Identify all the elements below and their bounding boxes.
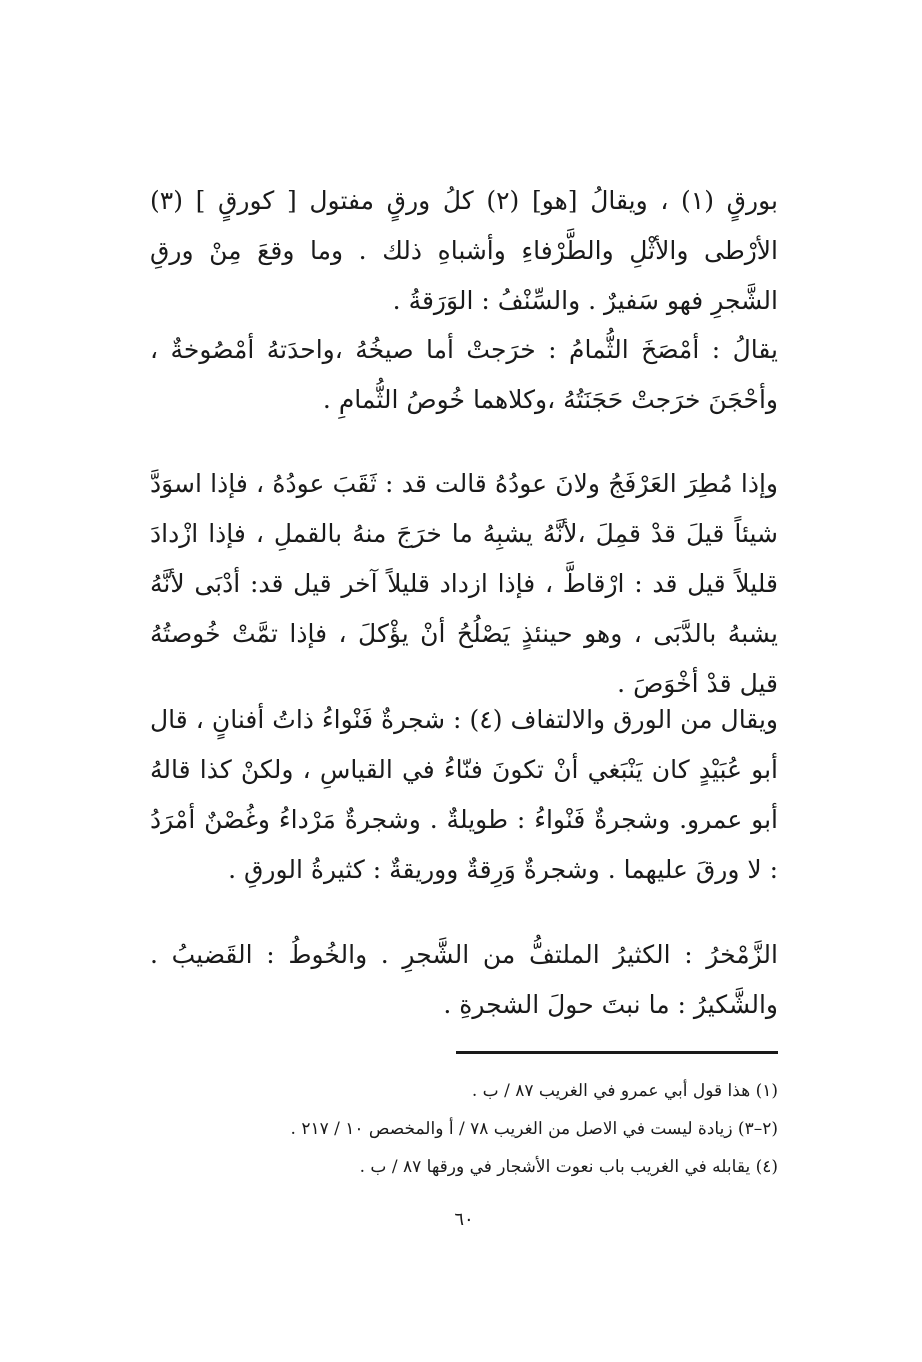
paragraph-3: وإذا مُطِرَ العَرْفَجُ ولانَ عودُهُ قالت قد : ثَقَبَ عودُهُ ، فإذا اسوَدَّ شيئاً قيلَ قدْ قمِلَ ،لأنَّهُ يشبِهُ ما خرَجَ منهُ بالقملِ ، فإذا ازْدادَ قليلاً قيل قد : ارْقاطَّ ، فإذا ازداد قليلاً آخر قيل قد: أدْبَى لأنَّهُ يشبهُ بالدَّبَى ، وهو حينئذٍ يَصْلُحُ أنْ يؤْكلَ ، فإذا تمَّتْ خُوصتُهُ قيل قدْ أخْوَصَ . bbox=[150, 469, 778, 698]
footnote-divider bbox=[456, 1051, 778, 1054]
footnote-1: (١) هذا قول أبي عمرو في الغريب ٨٧ / ب . bbox=[471, 1081, 778, 1101]
footnotes bbox=[150, 1072, 778, 1186]
paragraph-1: بورقٍ (١) ، ويقالُ [هو] (٢) كلُ ورقٍ مفتول [ كورقٍ ] (٣) الأرْطى والأثْلِ والطَّرْفاءِ وأشباهِ ذلك . وما وقعَ مِنْ ورقِ الشَّجرِ فهو سَفيرٌ . والسِّنْفُ : الوَرَقةُ . bbox=[150, 186, 778, 315]
paragraph-4: ويقال من الورق والالتفاف (٤) : شجرةٌ فَنْواءُ ذاتُ أفنانٍ ، قال أبو عُبَيْدٍ كان يَنْبَغي أنْ تكونَ فنّاءُ في القياسِ ، ولكنْ كذا قالهُ أبو عمرو. وشجرةٌ فَنْواءُ : طويلةٌ . وشجرةٌ مَرْداءُ وغُصْنٌ أمْرَدُ : لا ورقَ عليهما . وشجرةٌ وَرِقةٌ ووريقةٌ : كثيرةُ الورقِ . bbox=[150, 705, 778, 884]
footnote-2: (٢–٣) زيادة ليست في الاصل من الغريب ٧٨ / أ والمخصص ١٠ / ٢١٧ . bbox=[290, 1119, 778, 1139]
footnote-3: (٤) يقابله في الغريب باب نعوت الأشجار في ورقها ٨٧ / ب . bbox=[359, 1157, 778, 1177]
paragraph-2: يقالُ : أمْصَخَ الثُّمامُ : خرَجتْ أما صيخُهُ ،واحدَتهُ أمْصُوخةٌ ، وأحْجَنَ خرَجتْ حَجَنَتُهُ ،وكلاهما خُوصُ الثُّمامِ . bbox=[150, 335, 778, 414]
paragraph-5: الزَّمْخرُ : الكثيرُ الملتفُّ من الشَّجرِ . والخُوطُ : القَضيبُ . والشَّكيرُ : ما نبتَ حولَ الشجرةِ . bbox=[150, 940, 778, 1019]
book-page bbox=[150, 0, 778, 1362]
page-number: ٦٠ bbox=[454, 1209, 474, 1230]
